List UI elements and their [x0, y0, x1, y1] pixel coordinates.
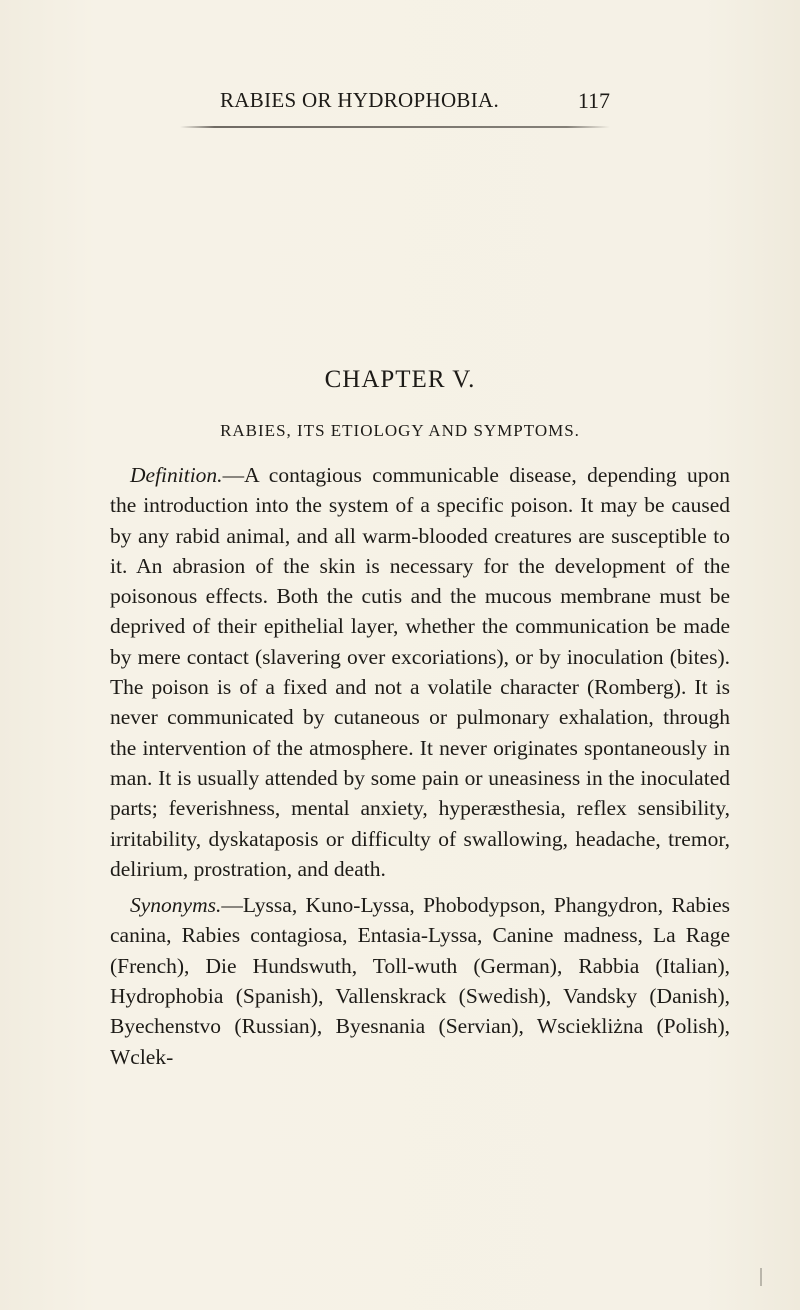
synonyms-text: —Lyssa, Kuno-Lyssa, Phobodypson, Phangydron, Rabies canina, Rabies contagiosa, Entasia-Lyssa, Canine madness, La Rage (French), Die Hundswuth, Toll-wuth (German), Rabbia (Italian), Hydrophobia (Spanish), Vallenskrack (Swedish), Vandsky (Danish), Byechenstvo (Russian), Byesnania (Servian), Wsciekliżna (Polish), Wclek-	[110, 893, 730, 1069]
body-text	[110, 460, 730, 1072]
definition-text: —A contagious communicable disease, depending upon the introduction into the system of a specific poison. It may be caused by any rabid animal, and all warm-blooded creatures are susceptible to it. An abrasion of the skin is necessary for the development of the poisonous effects. Both the cutis and the mucous membrane must be deprived of their epithelial layer, whether the communication be made by mere contact (slavering over excoriations), or by inoculation (bites). The poison is of a fixed and not a volatile character (Romberg). It is never communicated by cutaneous or pulmonary exhalation, through the intervention of the atmosphere. It never originates spontaneously in man. It is usually attended by some pain or uneasiness in the inoculated parts; feverishness, mental anxiety, hyperæsthesia, reflex sensibility, irritability, dyskataposis or difficulty of swallowing, headache, tremor, delirium, prostration, and death.	[110, 463, 730, 881]
chapter-heading: CHAPTER V.	[324, 366, 476, 393]
synonyms-label: Synonyms.	[130, 893, 222, 918]
definition-paragraph	[110, 460, 730, 884]
running-title: RABIES OR HYDROPHOBIA.	[220, 88, 500, 112]
synonyms-paragraph	[110, 890, 730, 1072]
header-rule	[180, 126, 610, 128]
running-head	[170, 88, 640, 128]
print-mark	[760, 1268, 762, 1286]
page-number: 117	[577, 88, 610, 113]
definition-label: Definition.	[130, 463, 223, 487]
chapter-subtitle: RABIES, ITS ETIOLOGY AND SYMPTOMS.	[220, 421, 580, 440]
